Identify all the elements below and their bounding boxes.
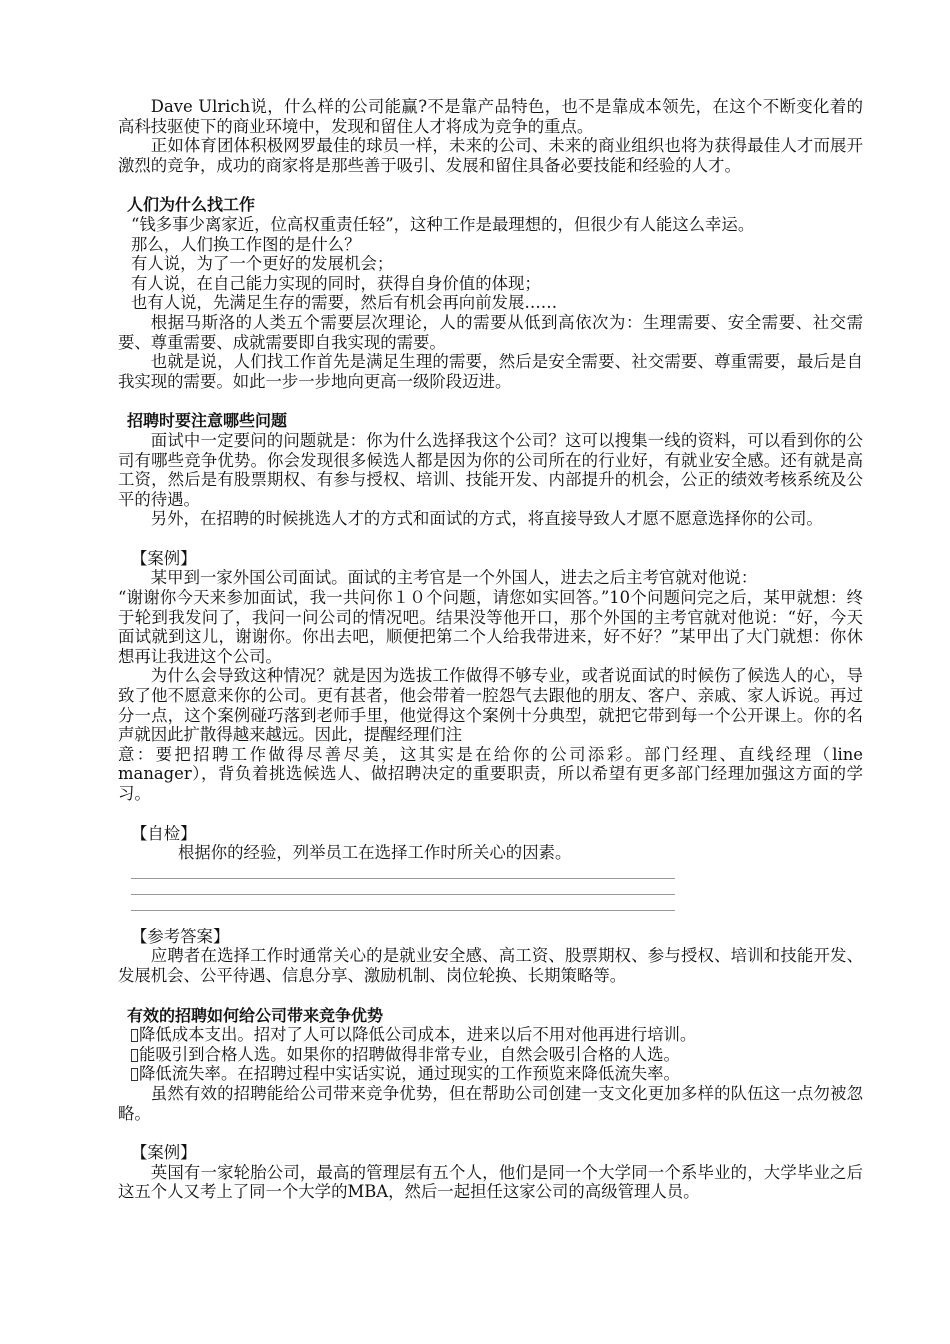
paragraph: 也就是说，人们找工作首先是满足生理的需要，然后是安全需要、社交需要、尊重需要，最后是自我实现的需要。如此一步一步地向更高一级阶段迈进。	[118, 352, 863, 391]
text-line: “钱多事少离家近，位高权重责任轻”，这种工作是最理想的，但很少有人能这么幸运。	[131, 214, 755, 234]
intro-paragraph-1: Dave Ulrich说，什么样的公司能赢?不是靠产品特色，也不是靠成本领先，在这个不断变化着的高科技驱使下的商业环境中，发现和留住人才将成为竞争的重点。	[118, 97, 863, 136]
answer-line[interactable]	[131, 879, 675, 895]
paragraph: 为什么会导致这种情况？就是因为选拔工作做得不够专业，或者说面试的时候伤了候选人的心，导致了他不愿意来你的公司。更有甚者，他会带着一腔怨气去跟他的朋友、客户、亲戚、家人诉说。再过分一点，这个案例碰巧落到老师手里，他觉得这个案例十分典型，就把它带到每一个公开课上。你的名声就因此扩散得越来越远。因此，提醒经理们注	[118, 666, 863, 745]
bullet-box-icon	[131, 1029, 138, 1042]
paragraph: 虽然有效的招聘能给公司带来竞争优势，但在帮助公司创建一支文化更加多样的队伍这一点勿被忽略。	[118, 1083, 863, 1123]
list-item-text: 降低成本支出。招对了人可以降低公司成本，进来以后不用对他再进行培训。	[139, 1025, 697, 1045]
list-item-text: 降低流失率。在招聘过程中实话实说，通过现实的工作预览来降低流失率。	[139, 1064, 680, 1084]
text-line: 也有人说，先满足生存的需要，然后有机会再向前发展……	[131, 293, 558, 313]
bullet-box-icon	[131, 1049, 138, 1062]
case-label: 【案例】	[131, 548, 197, 568]
paragraph: 英国有一家轮胎公司，最高的管理层有五个人，他们是同一个大学同一个系毕业的，大学毕业之后这五个人又考上了同一个大学的MBA，然后一起担任这家公司的高级管理人员。	[118, 1162, 863, 1202]
list-item	[118, 1064, 863, 1084]
list-item	[118, 1045, 863, 1065]
intro-paragraph-2: 正如体育团体积极网罗最佳的球员一样，未来的公司、未来的商业组织也将为获得最佳人才而展开激烈的竞争，成功的商家将是那些善于吸引、发展和留住具备必要技能和经验的人才。	[118, 136, 863, 175]
answer-label: 【参考答案】	[131, 926, 230, 946]
answer-line[interactable]	[131, 863, 675, 879]
list-item	[118, 1025, 863, 1045]
section-heading-competitive-advantage: 有效的招聘如何给公司带来竞争优势	[127, 1005, 384, 1025]
paragraph: 根据马斯洛的人类五个需要层次理论，人的需要从低到高依次为：生理需要、安全需要、社交需要、尊重需要、成就需要即自我实现的需要。	[118, 312, 863, 352]
paragraph: 某甲到一家外国公司面试。面试的主考官是一个外国人，进去之后主考官就对他说：	[150, 568, 758, 588]
selfcheck-prompt: 根据你的经验，列举员工在选择工作时所关心的因素。	[178, 843, 572, 863]
section-heading-why-find-work: 人们为什么找工作	[127, 195, 256, 215]
list-item-text: 能吸引到合格人选。如果你的招聘做得非常专业，自然会吸引合格的人选。	[139, 1044, 680, 1064]
selfcheck-label: 【自检】	[131, 823, 197, 843]
paragraph: 另外，在招聘的时候挑选人才的方式和面试的方式，将直接导致人才愿不愿意选择你的公司。	[150, 509, 823, 529]
paragraph: 面试中一定要问的问题就是：你为什么选择我这个公司？这可以搜集一线的资料，可以看到你的公司有哪些竞争优势。你会发现很多候选人都是因为你的公司所在的行业好，有就业安全感。还有就是高工资，然后是有股票期权、有参与授权、培训、技能开发、内部提升的机会，公正的绩效考核系统及公平的待遇。	[118, 430, 863, 509]
section-heading-recruiting-issues: 招聘时要注意哪些问题	[127, 411, 288, 431]
paragraph: “谢谢你今天来参加面试，我一共问你１０个问题，请您如实回答。”10个问题问完之后，某甲就想：终于轮到我发问了，我问一问公司的情况吧。结果没等他开口，那个外国的主考官就对他说：“好，今天面试就到这儿，谢谢你。你出去吧，顺便把第二个人给我带进来，好不好？”某甲出了大门就想：你休想再让我进这个公司。	[118, 588, 863, 666]
text-line: 有人说，为了一个更好的发展机会；	[131, 254, 394, 274]
bullet-box-icon	[131, 1068, 138, 1081]
text-line: 有人说，在自己能力实现的同时，获得自身价值的体现；	[131, 273, 541, 293]
document-page	[118, 97, 863, 1202]
paragraph: 应聘者在选择工作时通常关心的是就业安全感、高工资、股票期权、参与授权、培训和技能开发、发展机会、公平待遇、信息分享、激励机制、岗位轮换、长期策略等。	[118, 946, 863, 985]
text-line: 那么，人们换工作图的是什么？	[131, 234, 361, 254]
answer-line[interactable]	[131, 895, 675, 911]
paragraph: 意：要把招聘工作做得尽善尽美，这其实是在给你的公司添彩。部门经理、直线经理（line manager），背负着挑选候选人、做招聘决定的重要职责，所以希望有更多部门经理加强这方面的学习。	[118, 744, 863, 803]
case-label: 【案例】	[131, 1143, 197, 1163]
